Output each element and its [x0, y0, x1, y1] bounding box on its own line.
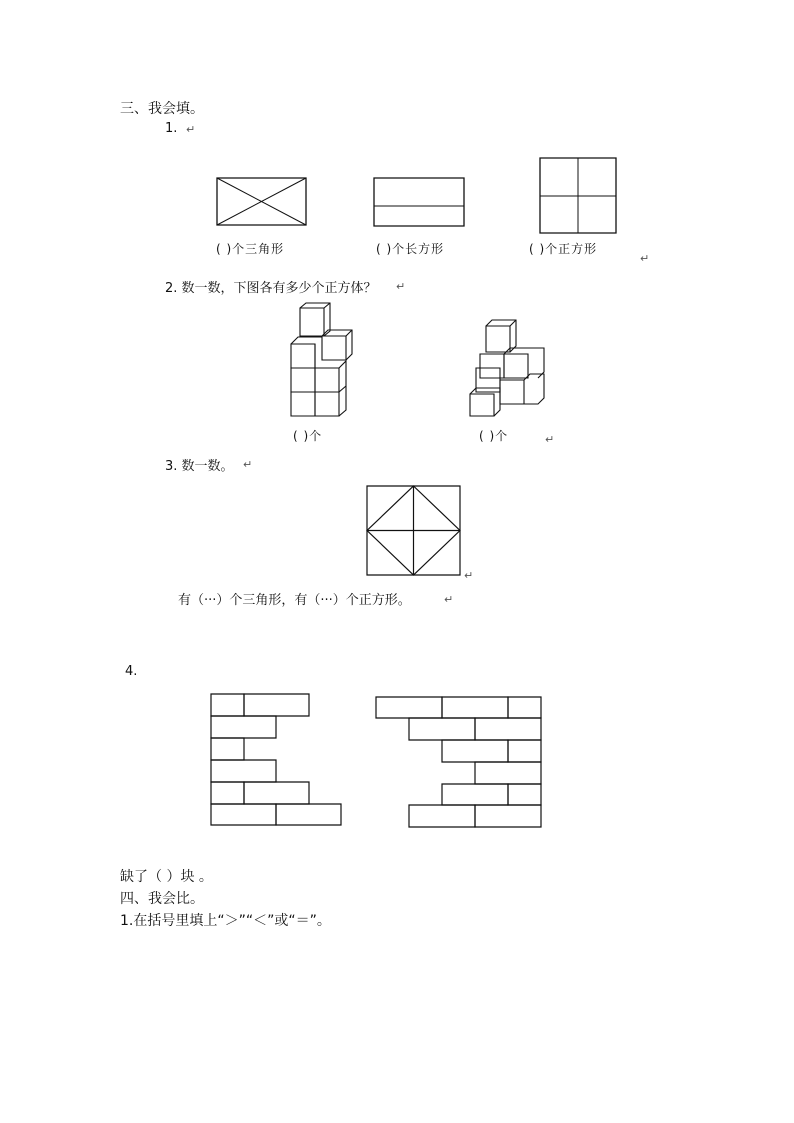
- brick-wall-right-figure: [374, 695, 544, 829]
- cube-stack-left-figure: [285, 300, 365, 420]
- return-mark: ↵: [243, 458, 253, 471]
- section-4-q1: 1.在括号里填上“＞”“＜”或“＝”。: [120, 913, 331, 929]
- brick-wall-left-figure: [209, 692, 345, 828]
- split-rectangle-figure: [373, 177, 466, 228]
- square-with-diamond-figure: [366, 485, 462, 577]
- q2-prompt: 2. 数一数，下图各有多少个正方体？: [165, 281, 377, 296]
- q1-number: 1.: [165, 121, 178, 136]
- return-mark: ↵: [640, 252, 650, 265]
- four-square-grid-figure: [539, 157, 618, 235]
- cube-stack-right-figure: [466, 318, 548, 418]
- q2-caption-left: ( )个: [293, 429, 323, 443]
- q1-caption-squares: ( )个正方形: [529, 242, 598, 256]
- return-mark: ↵: [545, 433, 555, 446]
- q3-answer-line: 有（···）个三角形，有（···）个正方形。: [178, 593, 411, 608]
- q4-answer-line: 缺了（ ）块 。: [120, 869, 213, 885]
- rectangle-with-diagonals-figure: [216, 177, 308, 227]
- return-mark: ↵: [444, 593, 454, 606]
- section-4-title: 四、我会比。: [120, 891, 204, 907]
- return-mark: ↵: [186, 123, 196, 136]
- q4-number: 4.: [125, 664, 138, 679]
- q1-caption-rectangles: ( )个长方形: [376, 242, 445, 256]
- return-mark: ↵: [396, 280, 406, 293]
- section-3-title: 三、我会填。: [120, 101, 204, 117]
- return-mark: ↵: [464, 569, 474, 582]
- q3-prompt: 3. 数一数。: [165, 459, 234, 474]
- q2-caption-right: ( )个: [479, 429, 509, 443]
- q1-caption-triangles: ( )个三角形: [216, 242, 285, 256]
